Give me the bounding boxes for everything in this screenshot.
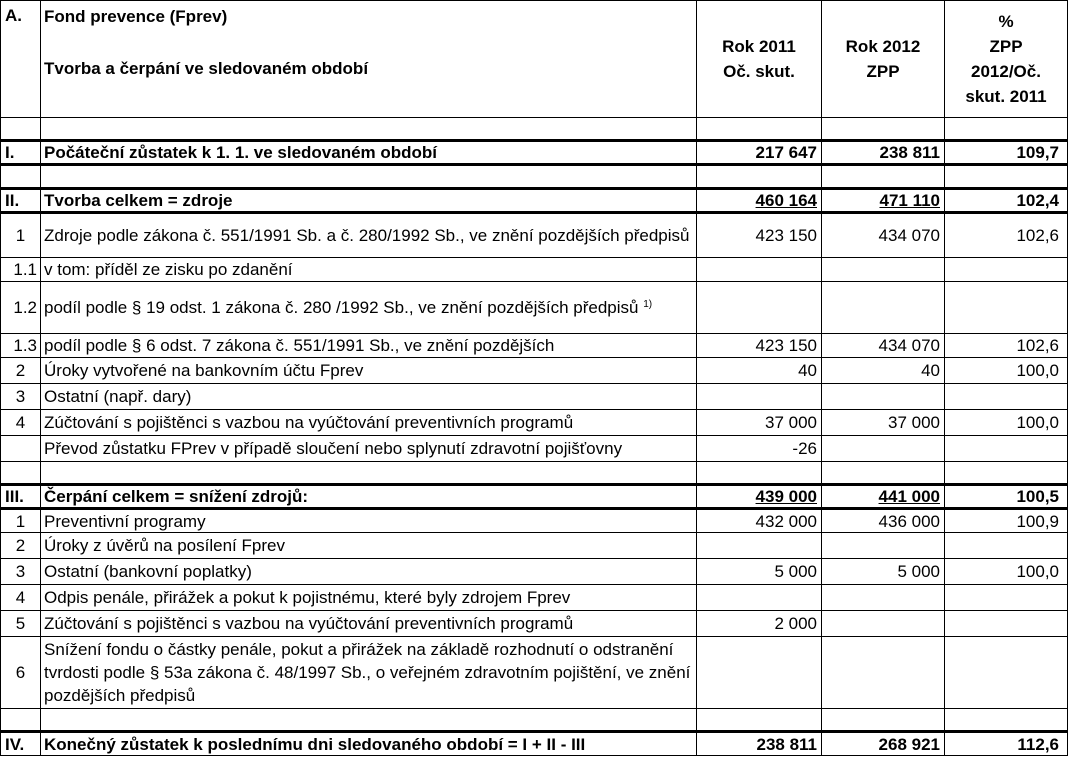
- table-row: 5 Zúčtování s pojištěnci s vazbou na vyúčtování preventivních programů 2 000: [1, 611, 1068, 637]
- table-row: III. Čerpání celkem = snížení zdrojů: 439 000 441 000 100,5: [1, 485, 1068, 509]
- row-label: Úroky z úvěrů na posílení Fprev: [41, 533, 697, 559]
- row-label: Preventivní programy: [41, 509, 697, 533]
- row-label: Čerpání celkem = snížení zdrojů:: [41, 485, 697, 509]
- row-label: Úroky vytvořené na bankovním účtu Fprev: [41, 358, 697, 384]
- col-header-pct: % ZPP 2012/Oč. skut. 2011: [945, 1, 1068, 118]
- table-row: 1 Zdroje podle zákona č. 551/1991 Sb. a č. 280/1992 Sb., ve znění pozdějších předpisů 423 150 434 070 102,6: [1, 213, 1068, 258]
- table-title: [41, 1, 697, 118]
- table-row: 3 Ostatní (bankovní poplatky) 5 000 5 000 100,0: [1, 559, 1068, 585]
- spacer-row: [1, 709, 1068, 732]
- row-label: Ostatní (bankovní poplatky): [41, 559, 697, 585]
- spacer-row: [1, 118, 1068, 141]
- row-label: Počáteční zůstatek k 1. 1. ve sledovaném období: [41, 141, 697, 165]
- row-label: Odpis penále, přirážek a pokut k pojistnému, které byly zdrojem Fprev: [41, 585, 697, 611]
- spacer-row: [1, 462, 1068, 485]
- row-label: v tom: příděl ze zisku po zdanění: [41, 258, 697, 282]
- table-row: Převod zůstatku FPrev v případě sloučení nebo splynutí zdravotní pojišťovny -26: [1, 436, 1068, 462]
- table-row: 1.2 podíl podle § 19 odst. 1 zákona č. 280 /1992 Sb., ve znění pozdějších předpisů $^{1)}$: [1, 282, 1068, 334]
- row-label: Zúčtování s pojištěnci s vazbou na vyúčtování preventivních programů: [41, 410, 697, 436]
- row-label: Konečný zůstatek k poslednímu dni sledovaného období = I + II - III: [41, 732, 697, 756]
- table-row: 1 Preventivní programy 432 000 436 000 100,9: [1, 509, 1068, 533]
- table-row: 1.1 v tom: příděl ze zisku po zdanění: [1, 258, 1068, 282]
- row-label: Převod zůstatku FPrev v případě sloučení nebo splynutí zdravotní pojišťovny: [41, 436, 697, 462]
- table-row: 6 Snížení fondu o částky penále, pokut a přirážek na základě rozhodnutí o odstranění tvrdosti podle § 53a zákona č. 48/1997 Sb., o veřejném zdravotním pojištění, ve znění pozdějších předpisů: [1, 637, 1068, 709]
- row-label: Zúčtování s pojištěnci s vazbou na vyúčtování preventivních programů: [41, 611, 697, 637]
- row-label: podíl podle § 6 odst. 7 zákona č. 551/1991 Sb., ve znění pozdějších: [41, 334, 697, 358]
- table-row: I. Počáteční zůstatek k 1. 1. ve sledovaném období 217 647 238 811 109,7: [1, 141, 1068, 165]
- row-label: Snížení fondu o částky penále, pokut a přirážek na základě rozhodnutí o odstranění tvrdosti podle § 53a zákona č. 48/1997 Sb., o veřejném zdravotním pojištění, ve znění pozdějších předpisů: [41, 637, 697, 709]
- table-row: II. Tvorba celkem = zdroje 460 164 471 110 102,4: [1, 189, 1068, 213]
- header-row: [1, 1, 1068, 118]
- title-line-2: Tvorba a čerpání ve sledovaném období: [44, 59, 369, 78]
- table-row: 4 Zúčtování s pojištěnci s vazbou na vyúčtování preventivních programů 37 000 37 000 100,0: [1, 410, 1068, 436]
- section-code: A.: [1, 1, 41, 118]
- table-row: IV. Konečný zůstatek k poslednímu dni sledovaného období = I + II - III 238 811 268 921 112,6: [1, 732, 1068, 756]
- row-label: Ostatní (např. dary): [41, 384, 697, 410]
- table-row: 4 Odpis penále, přirážek a pokut k pojistnému, které byly zdrojem Fprev: [1, 585, 1068, 611]
- spacer-row: [1, 165, 1068, 189]
- table-row: 2 Úroky z úvěrů na posílení Fprev: [1, 533, 1068, 559]
- footnote-mark: 1): [643, 298, 653, 310]
- col-header-2011: Rok 2011 Oč. skut.: [697, 1, 822, 118]
- row-label: Tvorba celkem = zdroje: [41, 189, 697, 213]
- row-label: podíl podle § 19 odst. 1 zákona č. 280 /1992 Sb., ve znění pozdějších předpisů $^{1)}$: [41, 282, 697, 334]
- col-header-2012: Rok 2012 ZPP: [822, 1, 945, 118]
- table-row: 2 Úroky vytvořené na bankovním účtu Fprev 40 40 100,0: [1, 358, 1068, 384]
- table-row: 3 Ostatní (např. dary): [1, 384, 1068, 410]
- row-label: Zdroje podle zákona č. 551/1991 Sb. a č. 280/1992 Sb., ve znění pozdějších předpisů: [41, 213, 697, 258]
- table-row: 1.3 podíl podle § 6 odst. 7 zákona č. 551/1991 Sb., ve znění pozdějších 423 150 434 070 102,6: [1, 334, 1068, 358]
- title-line-1: Fond prevence (Fprev): [44, 7, 228, 26]
